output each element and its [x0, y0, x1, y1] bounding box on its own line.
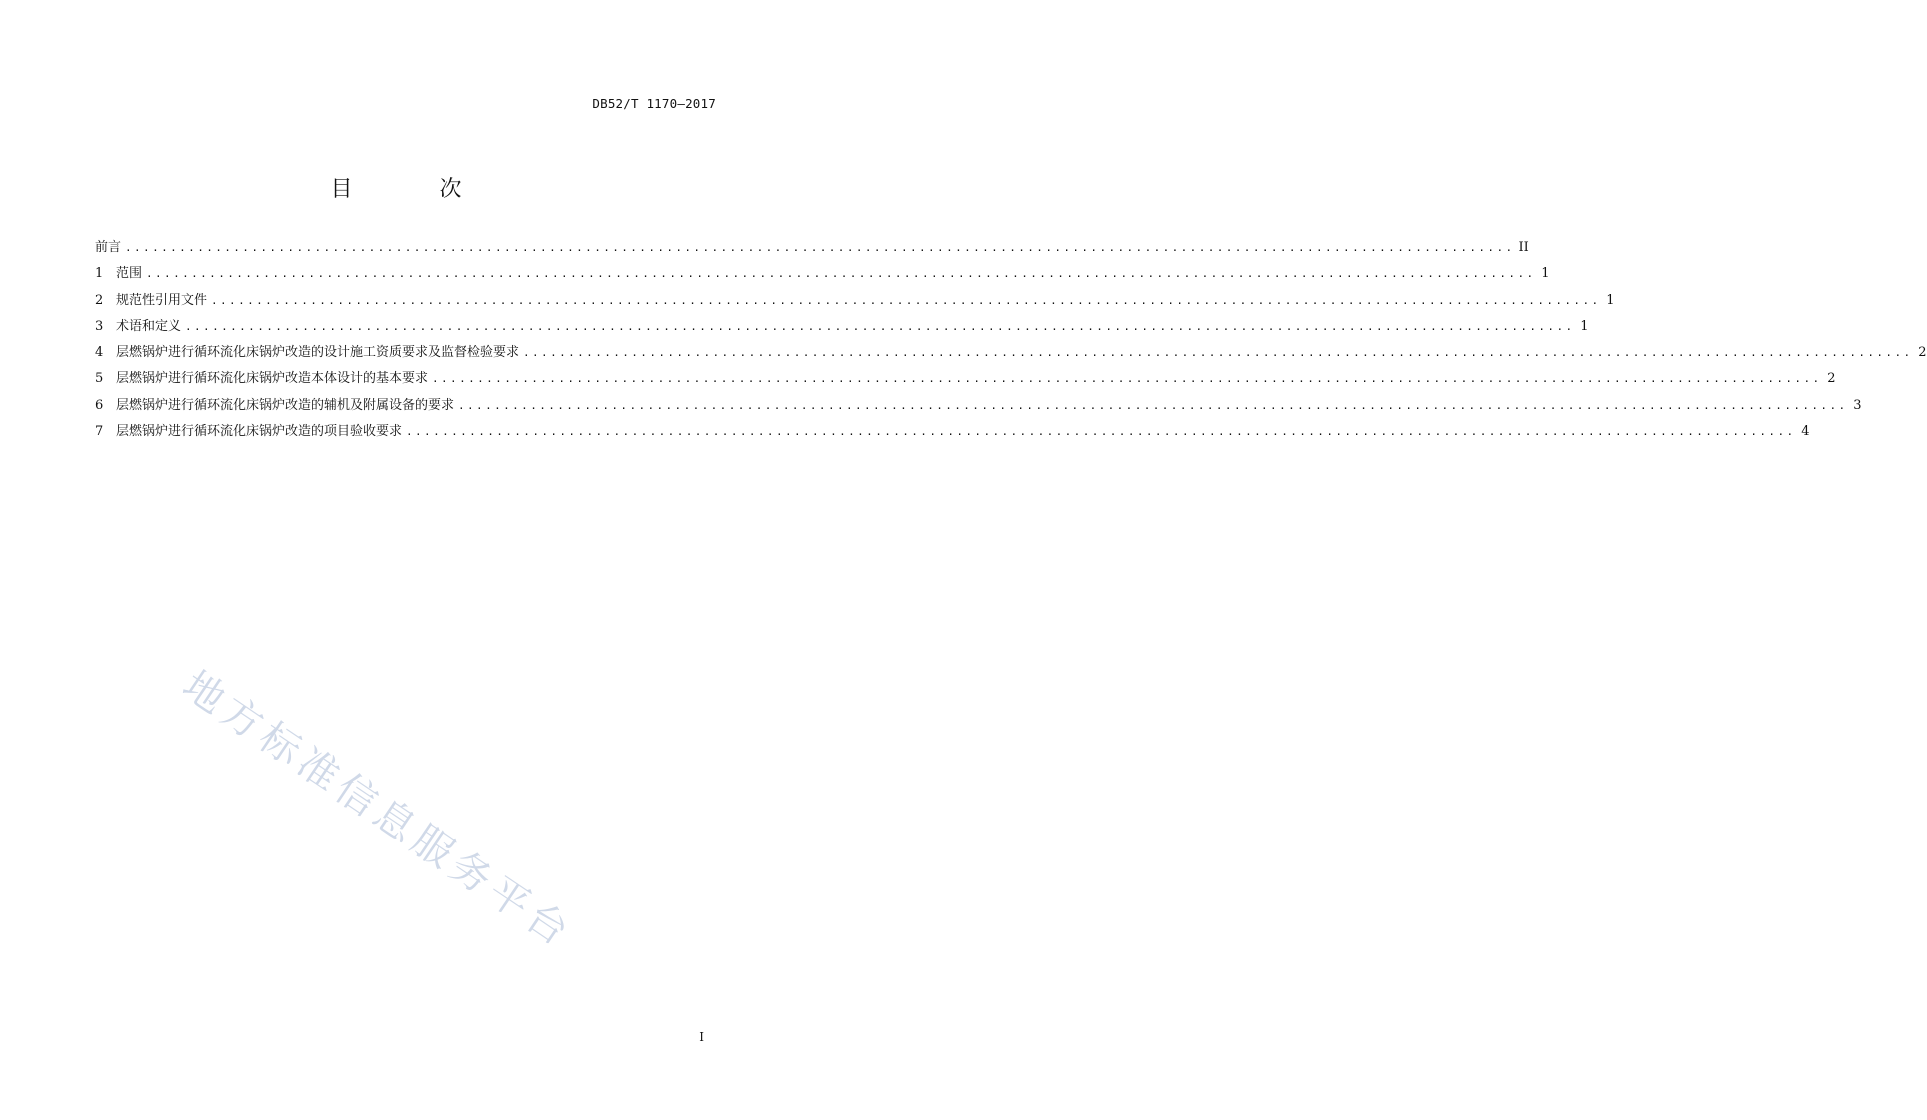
toc-leader-dots: ..........................................................................................................................................................: [432, 372, 1822, 386]
toc-entry-text: 层燃锅炉进行循环流化床锅炉改造的辅机及附属设备的要求: [116, 397, 455, 413]
toc-leader-dots: ..........................................................................................................................................................: [406, 425, 1796, 439]
toc-entry-text: 层燃锅炉进行循环流化床锅炉改造的项目验收要求: [116, 424, 403, 440]
table-of-contents: [95, 238, 1927, 448]
toc-leader-dots: ..........................................................................................................................................................: [185, 319, 1575, 333]
toc-entry-page: 1: [1606, 292, 1615, 308]
toc-entry-page: II: [1518, 240, 1529, 255]
toc-entry-3[interactable]: [95, 317, 1589, 343]
toc-entry-number: 3: [95, 318, 104, 334]
toc-leader-dots: ..........................................................................................................................................................: [146, 267, 1536, 281]
toc-leader-dots: ..........................................................................................................................................................: [125, 241, 1515, 254]
toc-entry-2[interactable]: [95, 291, 1615, 317]
toc-entry-1[interactable]: [95, 264, 1550, 290]
toc-entry-7[interactable]: [95, 422, 1810, 448]
toc-entry-foreword[interactable]: [95, 238, 1529, 264]
toc-entry-text: 层燃锅炉进行循环流化床锅炉改造的设计施工资质要求及监督检验要求: [116, 345, 520, 361]
toc-entry-number: 4: [95, 345, 104, 361]
toc-entry-number: 6: [95, 397, 104, 413]
toc-entry-text: 前言: [95, 240, 122, 255]
toc-entry-6[interactable]: [95, 396, 1862, 422]
document-code: DB52/T 1170—2017: [592, 96, 716, 111]
toc-entry-page: 2: [1827, 371, 1836, 387]
toc-entry-number: 7: [95, 424, 104, 440]
toc-entry-number: 1: [95, 266, 104, 282]
toc-entry-number: 2: [95, 292, 104, 308]
page-title: 目 次: [330, 177, 502, 202]
toc-leader-dots: ..........................................................................................................................................................: [211, 293, 1601, 307]
toc-entry-text: 术语和定义: [116, 318, 182, 334]
toc-entry-text: 范围: [116, 266, 143, 282]
toc-entry-text: 层燃锅炉进行循环流化床锅炉改造本体设计的基本要求: [116, 371, 429, 387]
toc-entry-4[interactable]: [95, 343, 1927, 369]
toc-leader-dots: ..........................................................................................................................................................: [523, 346, 1913, 360]
toc-entry-page: 1: [1580, 318, 1589, 334]
toc-entry-5[interactable]: [95, 369, 1836, 395]
watermark: 地方标准信息服务平台: [174, 662, 582, 958]
toc-entry-page: 1: [1541, 266, 1550, 282]
toc-entry-page: 4: [1801, 424, 1810, 440]
toc-leader-dots: ..........................................................................................................................................................: [458, 398, 1848, 412]
toc-entry-number: 5: [95, 371, 104, 387]
toc-entry-page: 3: [1853, 397, 1862, 413]
page-number: I: [699, 1030, 704, 1044]
toc-entry-page: 2: [1918, 345, 1927, 361]
toc-entry-text: 规范性引用文件: [116, 292, 208, 308]
